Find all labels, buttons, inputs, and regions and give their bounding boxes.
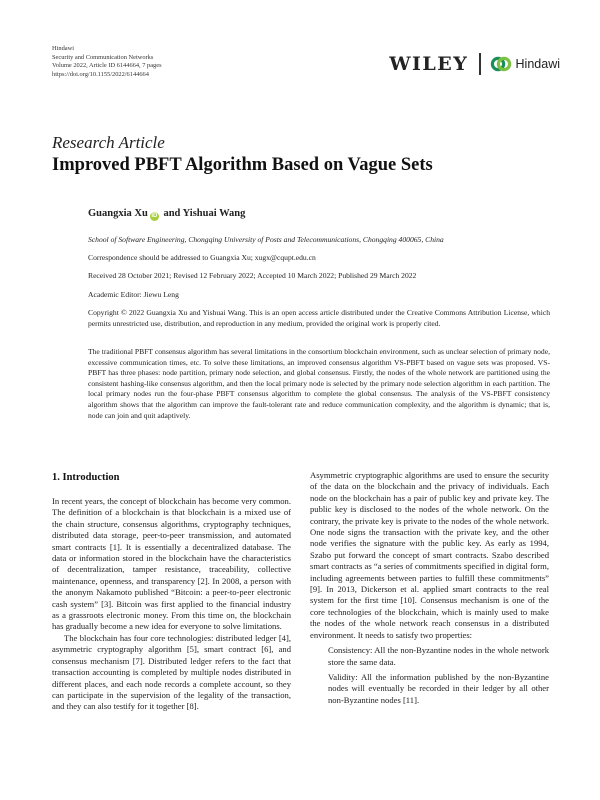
doi-link[interactable]: https://doi.org/10.1155/2022/6144664	[52, 70, 149, 78]
paper-title: Improved PBFT Algorithm Based on Vague Sets	[52, 155, 433, 175]
academic-editor: Academic Editor: Jiewu Leng	[88, 290, 179, 299]
section-heading: 1. Introduction	[52, 472, 120, 483]
property-validity: Validity: All the information published by the non-Byzantine nodes will eventually be recorded in their ledger by all other non-Byzantine nodes [11].	[328, 671, 549, 705]
body-paragraph: The blockchain has four core technologies: distributed ledger [4], asymmetric cryptography algorithm [5], smart contract [6], and consensus mechanism [7]. Distributed ledger refers to the fact that transaction accounting is completed by multiple nodes distributed in different places, and each node records a complete account, so they can participate in the supervision of the legality of the transaction, and they can also testify for it together [8].	[52, 632, 291, 712]
publisher-line: Hindawi	[52, 45, 75, 52]
author-list	[88, 208, 550, 221]
logo-divider	[479, 53, 480, 75]
property-consistency: Consistency: All the non-Byzantine nodes in the whole network store the same data.	[328, 645, 549, 667]
left-column	[52, 470, 291, 713]
author-name[interactable]: Guangxia Xu	[88, 208, 148, 219]
right-column	[310, 470, 549, 706]
author-joiner: and	[160, 208, 183, 219]
article-type: Research Article	[52, 133, 165, 152]
author-name[interactable]: Yishuai Wang	[182, 208, 246, 219]
body-paragraph: In recent years, the concept of blockchain has become very common. The definition of a blockchain is that blockchain is a mixed use of the chain structure, consensus algorithms, cryptography techniques, distributed data storage, peer-to-peer transmission, and automated smart contracts [1]. It is essentially a decentralized database. The data or information stored in the blockchain have the characteristics of decentralization, tamper resistance, traceability, collective maintenance, openness, and transparency [2]. In 2008, a person with the anonym Nakamoto published “Bitcoin: a peer-to-peer electronic cash system” [3]. Bitcoin was first applied to the financial industry as a grassroots electronic money. From this time on, the blockchain has gradually become a new idea for everyone to solve limitations.	[52, 496, 291, 632]
journal-meta	[52, 45, 162, 79]
publication-dates: Received 28 October 2021; Revised 12 February 2022; Accepted 10 March 2022; Published 29 March 2022	[88, 271, 417, 280]
hindawi-rings-icon	[490, 56, 512, 72]
hindawi-logo	[490, 56, 560, 72]
journal-name: Security and Communication Networks	[52, 53, 154, 61]
affiliation: School of Software Engineering, Chongqing University of Posts and Telecommunications, Chongqing 400065, China	[88, 235, 444, 244]
copyright-notice: Copyright © 2022 Guangxia Xu and Yishuai Wang. This is an open access article distributed under the Creative Commons Attribution License, which permits unrestricted use, distribution, and reproduction in any medium, provided the original work is properly cited.	[88, 308, 550, 328]
publisher-logos	[389, 52, 560, 76]
hindawi-wordmark: Hindawi	[515, 57, 560, 71]
volume-info: Volume 2022, Article ID 6144664, 7 pages	[52, 62, 162, 70]
orcid-icon[interactable]: iD	[151, 213, 158, 219]
wiley-logo: WILEY	[389, 53, 469, 75]
body-paragraph: Asymmetric cryptographic algorithms are used to ensure the security of the data on the blockchain and the privacy of individuals. Each node on the blockchain has a pair of public key and private key. The public key is disclosed to the nodes of the whole network. On the contrary, the private key is private to the nodes of the whole network. One node signs the transaction with the private key, and the other node verifies the signature with the public key. As early as 1994, Szabo put forward the concept of smart contracts. Szabo described smart contracts as “a series of commitments specified in digital form, including agreements between parties to fulfill these commitments” [9]. In 2013, Dickerson et al. applied smart contracts to the real system for the first time [10]. Consensus mechanism is one of the core technologies of the blockchain, which is mainly used to make the nodes of the whole network reach consensus in a distributed environment. It needs to satisfy two properties:	[310, 470, 549, 640]
correspondence: Correspondence should be addressed to Guangxia Xu; xugx@cqupt.edu.cn	[88, 253, 316, 262]
abstract: The traditional PBFT consensus algorithm has several limitations in the consortium blockchain environment, such as unclear selection of primary node, excessive communication times, etc. To solve these limitations, an improved consensus algorithm VS-PBFT based on vague sets was proposed. VS-PBFT has three phases: node partition, primary node selection, and global consensus. Firstly, the nodes of the whole network are partitioned using the consistent hashing-like consensus algorithm, and then the local primary node is selected by the primary node selection algorithm in each partition. The local primary nodes run the four-phase PBFT consensus algorithm to complete the global consensus. The analysis of the VS-PBFT consistency algorithm shows that the algorithm can improve the fault-tolerant rate and reduce communication complexity, and the algorithm is dynamic; that is, node can join and quit adaptively.	[88, 347, 550, 420]
